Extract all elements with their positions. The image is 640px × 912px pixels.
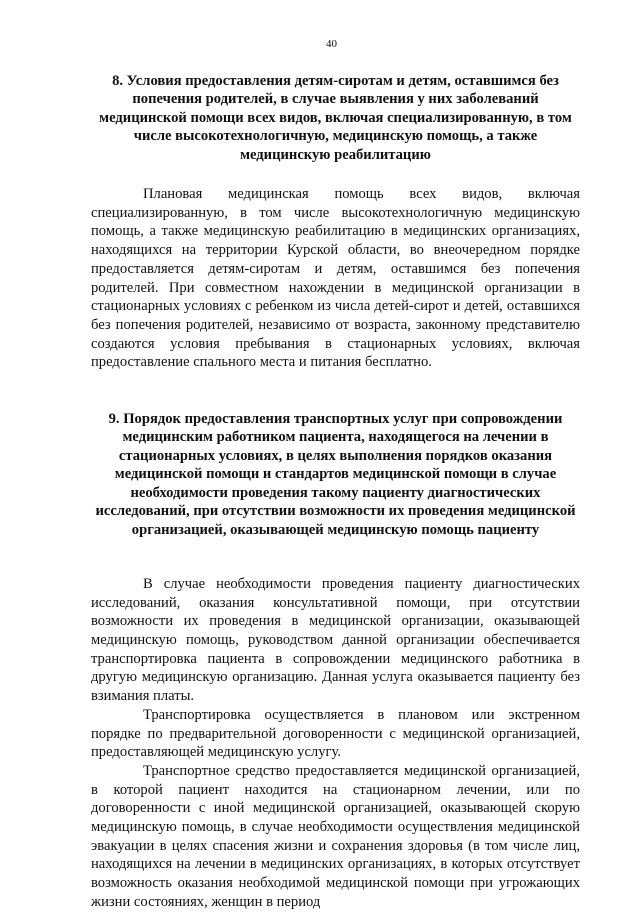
- document-page: [91, 36, 580, 912]
- section-9-title: 9. Порядок предоставления транспортных услуг при сопровождении медицинским работником пациента, находящегося на лечении в стационарных условиях, в целях выполнения порядков оказания медицинской помощи и стандартов медицинской помощи в случае необходимости проведения такому пациенту диагностических исследований, при отсутствии возможности их проведения медицинской организацией, оказывающей медицинскую помощь пациенту: [95, 411, 576, 538]
- section-9-paragraph-3: Транспортное средство предоставляется медицинской организацией, в которой пациент находится на стационарном лечении, или по договоренности с иной медицинской организацией, оказывающей скорую медицинскую помощь, в случае необходимости осуществления медицинской эвакуации в целях спасения жизни и сохранения здоровья (в том числе лиц, находящихся на лечении в медицинских организациях, в которых отсутствует возможность оказания необходимой медицинской помощи при угрожающих жизни состояниях, женщин в период: [91, 762, 580, 910]
- section-8-title: 8. Условия предоставления детям-сиротам и детям, оставшимся без попечения родителей, в случае выявления у них заболеваний медицинской помощи всех видов, включая специализированную, в том числе высокотехнологичную, медицинскую помощь, а также медицинскую реабилитацию: [99, 73, 572, 163]
- page-number: 40: [326, 38, 337, 50]
- section-8-paragraph-1: Плановая медицинская помощь всех видов, включая специализированную, в том числе высокотехнологичную медицинскую помощь, а также медицинскую реабилитацию в медицинских организациях, находящихся на территории Курской области, во внеочередном порядке предоставляется детям-сиротам и детям, оставшимся без попечения родителей. При совместном нахождении в медицинской организации в стационарных условиях с ребенком из числа детей-сирот и детей, оставшихся без попечения родителей, независимо от возраста, законному представителю создаются условия пребывания в стационарных условиях, включая предоставление спального места и питания бесплатно.: [91, 186, 580, 371]
- section-9-paragraph-2: Транспортировка осуществляется в плановом или экстренном порядке по предварительной договоренности с медицинской организацией, предоставляющей медицинскую услугу.: [91, 706, 580, 761]
- section-9-paragraph-1: В случае необходимости проведения пациенту диагностических исследований, оказания консультативной помощи, при отсутствии возможности их проведения в медицинской организации, оказывающей медицинскую помощь, руководством данной организации обеспечивается транспортировка пациента в сопровождении медицинского работника в другую медицинскую организацию. Данная услуга оказывается пациенту без взимания платы.: [91, 575, 580, 705]
